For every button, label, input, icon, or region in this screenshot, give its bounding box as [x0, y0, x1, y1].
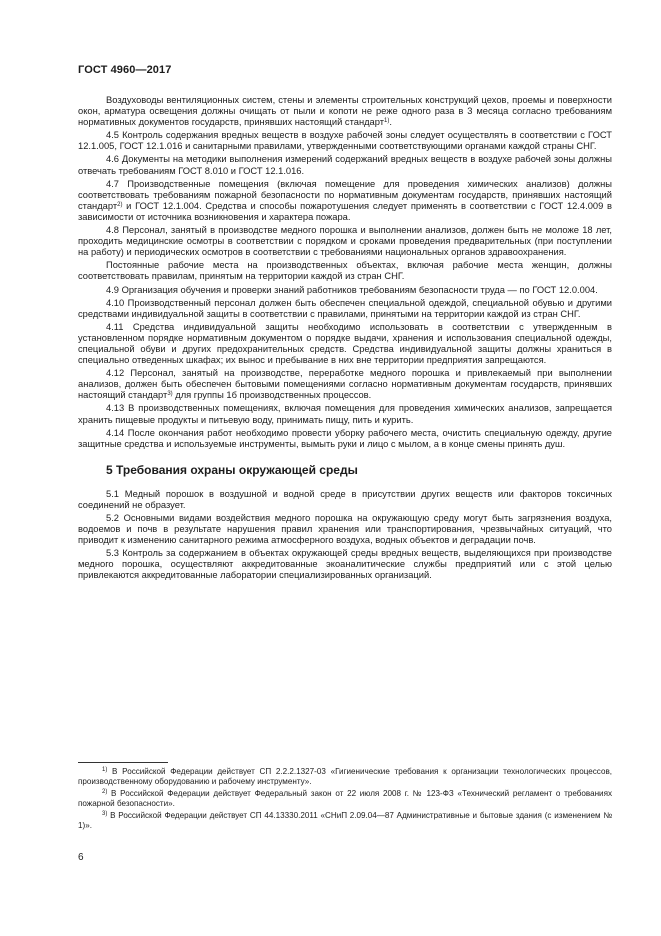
footnote-divider [78, 762, 168, 763]
paragraph: 4.10 Производственный персонал должен быть обеспечен специальной одеждой, специальной обувью и другими средствами индивидуальной защиты в соответствии с правилами, принятыми на территории каждой из стран СНГ. [78, 297, 612, 319]
paragraph: 4.13 В производственных помещениях, включая помещения для проведения химических анализов, запрещается хранить пищевые продукты и питьевую воду, принимать пищу, пить и курить. [78, 403, 612, 425]
section-title: 5 Требования охраны окружающей среды [106, 462, 358, 477]
paragraph: 4.12 Персонал, занятый на производстве, переработке медного порошка и привлекаемый при выполнении анализов, должен быть обеспечен бытовыми помещениями согласно нормативным документам государств, принявших настоящий стандарт$^{3)}$ для группы 1б производственных процессов. [78, 368, 612, 401]
paragraph: 4.5 Контроль содержания вредных веществ в воздухе рабочей зоны следует осуществлять в соответствии с ГОСТ 12.1.005, ГОСТ 12.1.016 и санитарными правилами, утвержденными соответствующими органами каждой страны СНГ. [78, 130, 612, 152]
paragraph: 4.7 Производственные помещения (включая помещение для проведения химических анализов) должны соответствовать требованиям пожарной безопасности по нормативным документам государств, принявших настоящий стандарт$^{2)}$ и ГОСТ 12.1.004. Средства и способы пожаротушения следует применять в соответствии с ГОСТ 12.4.009 в зависимости от источника возникновения и характера пожара. [78, 178, 612, 222]
paragraph: 4.8 Персонал, занятый в производстве медного порошка и выполнении анализов, должен быть не моложе 18 лет, проходить медицинские осмотры в соответствии с порядком и сроками проведения предварительных (при поступлении на работу) и периодических осмотров в соответствии с требованиями национальных органов здравоохранения. [78, 225, 612, 258]
document-header: ГОСТ 4960—2017 [78, 64, 172, 76]
paragraph: 5.2 Основными видами воздействия медного порошка на окружающую среду могут быть загрязнения воздуха, водоемов и почв в результате нарушения правил хранения или транспортирования, чрезвычайных ситуаций, что приводит к изменению санитарного режима атмосферного воздуха, водных объектов и деградации почв. [78, 513, 612, 546]
footnote-ref: 1) [384, 118, 390, 125]
paragraph: Воздуховоды вентиляционных систем, стены и элементы строительных конструкций цехов, проемы и поверхности окон, арматура освещения должны очищать от пыли и копоти не реже одного раза в 3 месяца согласно требованиям нормативных документов государств, принявших настоящий стандарт$^{1)}$. [78, 95, 612, 128]
paragraph: 5.3 Контроль за содержанием в объектах окружающей среды вредных веществ, выделяющихся при производстве медного порошка, осуществляют аккредитованные экоаналитические службы предприятий или с этой целью привлекаются аккредитованные лаборатории специализированных организаций. [78, 548, 612, 581]
paragraph: Постоянные рабочие места на производственных объектах, включая рабочие места женщин, должны соответствовать правилам, принятым на территории каждой из стран СНГ. [78, 260, 612, 282]
main-text [78, 95, 612, 584]
paragraph: 5.1 Медный порошок в воздушной и водной среде в присутствии других веществ или факторов токсичных соединений не образует. [78, 488, 612, 510]
paragraph: 4.6 Документы на методики выполнения измерений содержаний вредных веществ в воздухе рабочей зоны должны отвечать требованиям ГОСТ 8.010 и ГОСТ 12.1.016. [78, 154, 612, 176]
footnote: $^{2)}$ В Российской Федерации действует Федеральный закон от 22 июля 2008 г. № 123-ФЗ «Технический регламент о требованиях пожарной безопасности». [78, 788, 612, 809]
footnote: $^{3)}$ В Российской Федерации действует СП 44.13330.2011 «СНиП 2.09.04—87 Административные и бытовые здания (с изменением № 1)». [78, 810, 612, 831]
footnote: $^{1)}$ В Российской Федерации действует СП 2.2.2.1327-03 «Гигиенические требования к организации технологических процессов, производственному оборудованию и рабочему инструменту». [78, 767, 612, 787]
page-number: 6 [78, 852, 84, 863]
footnotes [78, 762, 612, 832]
paragraph: 4.11 Средства индивидуальной защиты необходимо использовать в соответствии с утвержденным в установленном порядке нормативным документом о порядке выдачи, хранения и использования специальной одежды, специальной обуви и других предохранительных средств. Средства индивидуальной защиты должны храниться в специально отведенных шкафах; их вынос и пребывание в них вне территории предприятия запрещаются. [78, 321, 612, 366]
paragraph: 4.9 Организация обучения и проверки знаний работников требованиям безопасности труда — по ГОСТ 12.0.004. [106, 284, 598, 295]
footnote-ref: 3) [167, 391, 173, 398]
paragraph: 4.14 После окончания работ необходимо провести уборку рабочего места, очистить специальную одежду, другие защитные средства и используемые инструменты, вымыть руки и лицо с мылом, а в конце смены принять душ. [78, 427, 612, 449]
footnote-ref: 2) [117, 201, 123, 208]
